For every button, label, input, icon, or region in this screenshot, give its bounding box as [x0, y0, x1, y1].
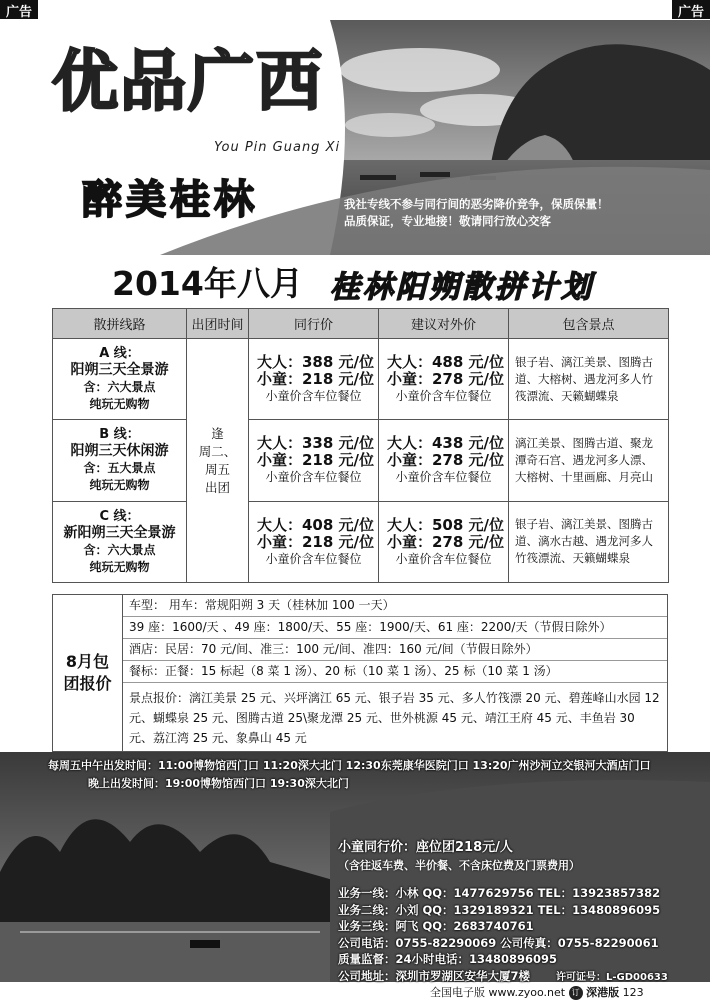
plan-year-month: 2014年八月	[112, 264, 303, 303]
route-includes: 含：六大景点	[83, 542, 156, 557]
company-address: 公司地址：深圳市罗湖区安华大厦7楼	[338, 968, 530, 983]
price-note: 小童价含车位餐位	[395, 389, 492, 404]
table-row	[53, 420, 669, 501]
contact-block	[338, 836, 698, 986]
contact-lines	[338, 885, 698, 986]
contact-line: 业务三线：阿飞 QQ：2683740761	[338, 919, 534, 933]
package-hotel: 酒店：民居：70 元/间、准三：100 元/间、准四：160 元/间（节假日除外）	[123, 639, 667, 661]
route-table	[52, 308, 669, 583]
package-scenic: 景点报价：漓江美景 25 元、兴坪漓江 65 元、银子岩 35 元、多人竹筏漂 20 元、碧莲峰山水园 12 元、蝴蝶泉 25 元、图腾古道 25\聚龙潭 25 元、世外桃源 45 元、靖江王府 45 元、丰鱼岩 30 元、荔江湾 25 元、象鼻山 45 元	[129, 691, 660, 745]
brand-romanized: You Pin Guang Xi	[214, 140, 341, 155]
departure-noon: 每周五中午出发时间：11:00博物馆西门口 11:20深大北门 12:30东莞康华医院门口 13:20广州沙河立交银河大酒店门口	[48, 759, 651, 772]
route-title: 阳朔三天全景游	[70, 362, 169, 379]
header-peer-price: 同行价	[249, 309, 379, 339]
route-tag: 纯玩无购物	[89, 397, 150, 412]
departure-prefix: 逢	[211, 425, 224, 441]
departure-days: 周五	[204, 461, 230, 477]
spots-cell: 银子岩、漓江美景、图腾古道、大榕树、遇龙河多人竹筏漂流、天籁蝴蝶泉	[509, 339, 669, 420]
adult-price: 大人：488 元/位	[387, 353, 505, 372]
table-header-row	[53, 309, 669, 339]
child-price: 小童：278 元/位	[387, 532, 505, 551]
peer-price-cell	[249, 339, 379, 420]
route-includes: 含：五大景点	[83, 461, 156, 476]
route-cell	[53, 501, 187, 582]
route-letter: A 线：	[99, 346, 140, 362]
footer-site: 全国电子版 www.zyoo.net	[430, 986, 566, 999]
price-note: 小童价含车位餐位	[265, 389, 362, 404]
price-note: 小童价含车位餐位	[395, 470, 492, 485]
child-price: 小童：218 元/位	[257, 451, 375, 470]
header-departure: 出团时间	[187, 309, 249, 339]
package-label-line: 8月包	[65, 652, 110, 671]
adult-price: 大人：338 元/位	[257, 434, 375, 453]
package-price-box	[52, 594, 668, 752]
table-row	[53, 501, 669, 582]
package-label-line: 团报价	[63, 674, 112, 693]
header-retail-price: 建议对外价	[379, 309, 509, 339]
child-price-note: （含往返车费、半价餐、不含床位费及门票费用）	[338, 859, 580, 872]
departure-schedule	[48, 757, 651, 793]
route-letter: C 线：	[99, 508, 140, 524]
footer-edition: 深港版	[586, 986, 620, 999]
adult-price: 大人：508 元/位	[387, 515, 505, 534]
slogan-line: 我社专线不参与同行间的恶劣降价竞争，保质保量！	[344, 197, 609, 211]
brand-title: 优品广西	[52, 42, 324, 120]
tagline: 醉美桂林	[82, 177, 258, 223]
retail-price-cell	[379, 501, 509, 582]
child-price: 小童：218 元/位	[257, 370, 375, 389]
peer-price-cell	[249, 501, 379, 582]
contact-line: 质量监督：24小时电话：13480896095	[338, 952, 558, 966]
package-car-prices: 39 座：1600/天 、49 座：1800/天、55 座：1900/天、61 座：2200/天（节假日除外）	[123, 617, 667, 639]
child-price: 小童：278 元/位	[387, 370, 505, 389]
child-price: 小童：218 元/位	[257, 532, 375, 551]
adult-price: 大人：438 元/位	[387, 434, 505, 453]
license-number: 许可证号：L-GD00633	[556, 971, 668, 983]
package-car: 车型： 用车：常规阳朔 3 天（桂林加 100 一天）	[123, 595, 667, 617]
page-number: 123	[622, 986, 644, 999]
departure-days: 周二、	[198, 443, 237, 459]
route-includes: 含：六大景点	[83, 380, 156, 395]
ad-label-left: 广告	[0, 0, 38, 19]
header-route: 散拼线路	[53, 309, 187, 339]
page-footer	[430, 984, 644, 1000]
slogan-line: 品质保证，专业地接！敬请同行放心交客	[344, 214, 551, 228]
retail-price-cell	[379, 420, 509, 501]
departure-night: 晚上出发时间：19:00博物馆西门口 19:30深大北门	[88, 777, 349, 790]
package-details	[123, 595, 667, 750]
child-group-price: 小童同行价：座位团218元/人	[338, 840, 513, 855]
departure-suffix: 出团	[204, 479, 230, 495]
contact-line: 业务二线：小刘 QQ：1329189321 TEL：13480896095	[338, 902, 661, 917]
route-cell	[53, 420, 187, 501]
adult-price: 大人：388 元/位	[257, 353, 375, 372]
route-title: 阳朔三天休闲游	[70, 443, 169, 460]
plan-name: 桂林阳朔散拼计划	[330, 270, 594, 305]
route-cell	[53, 339, 187, 420]
price-note: 小童价含车位餐位	[395, 551, 492, 566]
spots-cell: 漓江美景、图腾古道、聚龙潭奇石宫、遇龙河多人漂、大榕树、十里画廊、月亮山	[509, 420, 669, 501]
contact-line: 公司电话：0755-82290069 公司传真：0755-82290061	[338, 935, 659, 950]
edition-badge-icon: 订	[569, 986, 583, 1000]
slogan	[344, 196, 609, 230]
departure-cell	[187, 339, 249, 583]
route-tag: 纯玩无购物	[89, 478, 150, 493]
retail-price-cell	[379, 339, 509, 420]
ad-label-right: 广告	[672, 0, 710, 19]
route-letter: B 线：	[99, 427, 140, 443]
package-label	[53, 595, 123, 751]
price-note: 小童价含车位餐位	[265, 470, 362, 485]
child-price: 小童：278 元/位	[387, 451, 505, 470]
contact-line: 业务一线：小林 QQ：1477629756 TEL：13923857382	[338, 886, 661, 900]
table-row	[53, 339, 669, 420]
header-spots: 包含景点	[509, 309, 669, 339]
peer-price-cell	[249, 420, 379, 501]
package-meals: 餐标：正餐：15 标起（8 菜 1 汤）、20 标（10 菜 1 汤）、25 标（10 菜 1 汤）	[123, 661, 667, 683]
route-title: 新阳朔三天全景游	[63, 524, 176, 541]
price-note: 小童价含车位餐位	[265, 551, 362, 566]
adult-price: 大人：408 元/位	[257, 515, 375, 534]
spots-cell: 银子岩、漓江美景、图腾古道、漓水古越、遇龙河多人竹筏漂流、天籁蝴蝶泉	[509, 501, 669, 582]
route-tag: 纯玩无购物	[89, 559, 150, 574]
